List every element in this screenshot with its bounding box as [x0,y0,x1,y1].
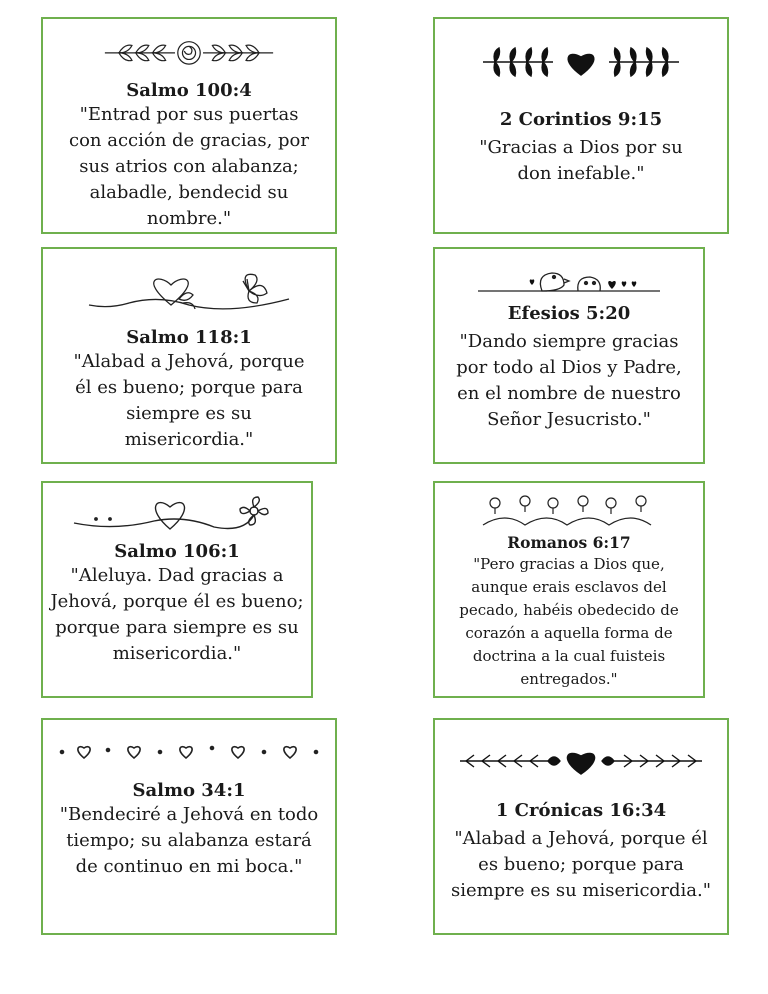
birds-hearts-icon [474,263,664,295]
verse-reference: 1 Crónicas 16:34 [495,800,667,821]
verse-reference: Salmo 106:1 [114,541,240,562]
verse-reference: Romanos 6:17 [507,533,631,552]
verse-reference: 2 Corintios 9:15 [499,109,663,130]
heart-butterfly-icon [79,269,299,311]
verse-card-salmo-100-4 [41,17,337,234]
hearts-dots-row-icon [54,738,324,762]
arrows-heart-divider-icon [456,746,706,776]
verse-text: "Bendeciré a Jehová en todo tiempo; su alabanza estará de continuo en mi boca." [59,804,319,877]
verse-text: "Entrad por sus puertas con acción de gracias, por sus atrios con alabanza; alabadle, bendecid su nombre." [68,104,309,229]
verse-card-efesios-5-20 [433,247,705,464]
floral-rose-divider-icon [94,37,284,69]
verse-card-1-cronicas-16-34 [433,718,729,935]
verse-card-salmo-118-1 [41,247,337,464]
verse-reference: Salmo 118:1 [126,327,252,348]
verse-card-salmo-106-1 [41,481,313,698]
verse-text: "Dando siempre gracias por todo al Dios y Padre, en el nombre de nuestro Señor Jesucristo." [456,331,682,430]
heart-flower-swirl-icon [70,493,284,535]
leaves-heart-divider-icon [481,45,681,79]
verse-reference: Efesios 5:20 [507,303,631,324]
verse-text: "Alabad a Jehová, porque él es bueno; porque para siempre es su misericordia." [451,828,711,901]
lightbulb-garland-icon [479,493,659,529]
verse-text: "Gracias a Dios por su don inefable." [479,137,683,184]
verse-card-romanos-6-17 [433,481,705,698]
verse-card-salmo-34-1 [41,718,337,935]
verse-card-2-corintios-9-15 [433,17,729,234]
verse-text: "Alabad a Jehová, porque él es bueno; porque para siempre es su misericordia." [73,351,305,450]
verse-reference: Salmo 100:4 [126,80,252,101]
verse-reference: Salmo 34:1 [132,780,246,801]
verse-text: "Aleluya. Dad gracias a Jehová, porque él es bueno; porque para siempre es su misericordia." [50,565,304,664]
verse-text: "Pero gracias a Dios que, aunque erais esclavos del pecado, habéis obedecido de corazón a aquella forma de doctrina a la cual fuisteis entregados." [459,555,679,688]
